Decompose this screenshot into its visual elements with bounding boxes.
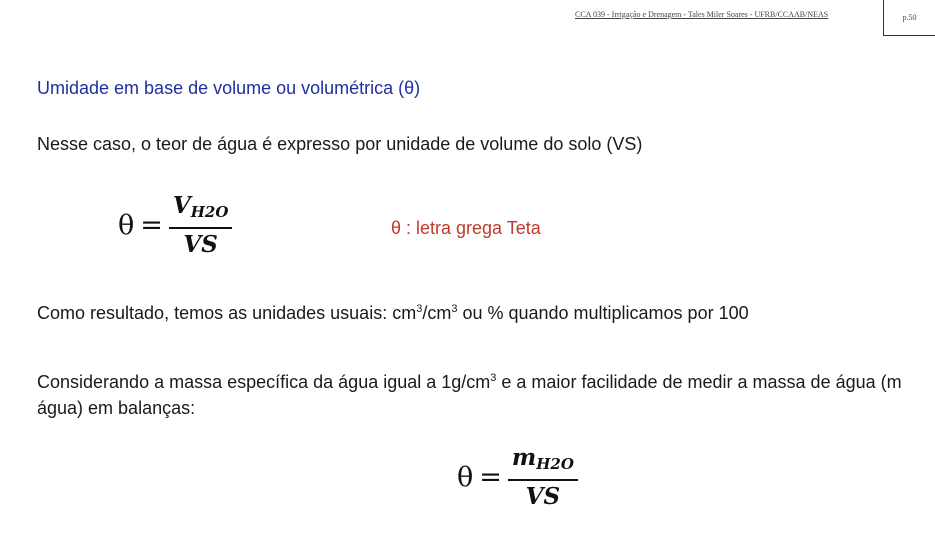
formula2-fraction (508, 444, 578, 511)
formula-denominator: VS (183, 231, 218, 258)
formula2-denominator: VS (525, 483, 561, 510)
numerator2-main: m (511, 444, 537, 471)
fraction-bar (169, 227, 233, 229)
mass-text-after: e a maior facilidade de medir a massa de água (m água) em balanças: (37, 372, 902, 418)
mass-paragraph (37, 369, 917, 421)
units-text-middle: /cm (422, 303, 452, 323)
formula2-numerator (508, 444, 578, 478)
units-paragraph (37, 300, 749, 326)
page-number: p.50 (902, 13, 917, 22)
formula-numerator (169, 192, 233, 226)
numerator-subscript: H2O (190, 203, 229, 221)
volumetric-formula (118, 192, 232, 259)
units-sup-1: 3 (416, 303, 423, 315)
units-text-before: Como resultado, temos as unidades usuais: cm (37, 303, 417, 323)
numerator-main: V (172, 192, 191, 219)
formula2-theta-symbol: θ (457, 462, 474, 493)
mass-formula (457, 444, 578, 511)
numerator2-subscript: H2O (536, 455, 574, 473)
formula-equals: = (140, 210, 163, 241)
page-number-box (883, 0, 935, 36)
units-text-after: ou % quando multiplicamos por 100 (457, 303, 749, 323)
intro-paragraph: Nesse caso, o teor de água é expresso por unidade de volume do solo (VS) (37, 134, 643, 154)
course-header: CCA 039 - Irrigação e Drenagem - Tales Miler Soares - UFRB/CCAAB/NEAS (575, 10, 829, 19)
theta-note: θ : letra grega Teta (391, 218, 541, 238)
fraction2-bar (508, 479, 578, 481)
units-sup-2: 3 (451, 303, 458, 315)
formula2-equals: = (479, 462, 502, 493)
formula-fraction (169, 192, 233, 259)
formula-theta-symbol: θ (118, 210, 135, 241)
mass-text-before: Considerando a massa específica da água igual a 1g/cm (37, 372, 491, 392)
slide-heading: Umidade em base de volume ou volumétrica (θ) (37, 78, 421, 98)
mass-sup: 3 (490, 372, 497, 384)
